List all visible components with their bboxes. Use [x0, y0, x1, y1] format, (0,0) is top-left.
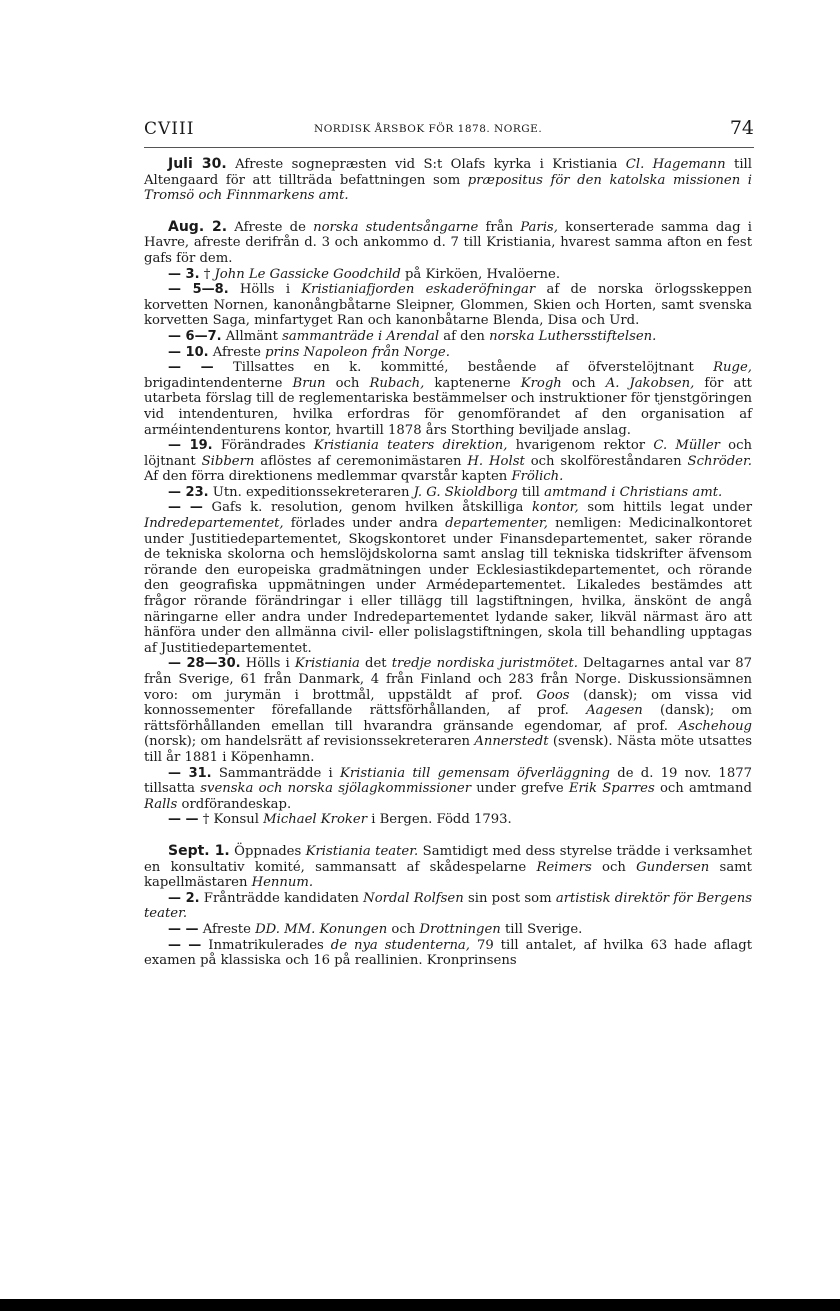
entry: Aug. 2. Afreste de norska studentsångarne från Paris, konserterade samma dag i Havre, afreste derifrån d. 3 och ankommo d. 7 till Kristiania, hvarest samma afton en fest gafs för dem.	[144, 218, 752, 266]
running-title: NORDISK ÅRSBOK FÖR 1878. NORGE.	[314, 123, 543, 135]
entry: — 10. Afreste prins Napoleon från Norge.	[168, 344, 450, 360]
running-header	[144, 117, 754, 148]
page-roman-numeral: CVIII	[144, 119, 195, 139]
entry: — — Tillsattes en k. kommitté, bestående af öfverstelöjtnant Ruge, brigadintendenterne Brun och Rubach, kaptenerne Krogh och A. Jakobsen, för att utarbeta förslag till de reglementariska bestämmelser och instruktioner för tjenstgöringen vid intendenturen, hvilka erfordras för genomförandet af den organisation af arméintendenturens kontor, hvartill 1878 års Storthing beviljade anslag.	[144, 360, 752, 438]
page-number: 74	[729, 117, 754, 139]
entry: — 19. Förändrades Kristiania teaters direktion, hvarigenom rektor C. Müller och löjtnant Sibbern aflöstes af ceremonimästaren H. Holst och skolföreståndaren Schröder. Af den förra direktionens medlemmar qvarstår kapten Frölich.	[144, 438, 753, 485]
entry: — — Inmatrikulerades de nya studenterna, 79 till antalet, af hvilka 63 hade aflagt examen på klassiska och 16 på reallinien. Kronprinsens	[144, 937, 752, 969]
body-text	[144, 157, 752, 969]
entry: Sept. 1. Öppnades Kristiania teater. Samtidigt med dess styrelse trädde i verksamhet en konsultativ komité, sammansatt af skådespelarne Reimers och Gundersen samt kapellmästaren Hennum.	[144, 842, 753, 891]
section-august	[144, 220, 752, 828]
entry: — 28—30. Hölls i Kristiania det tredje nordiska juristmötet. Deltagarnes antal var 87 från Sverige, 61 från Danmark, 4 från Finland och 283 från Norge. Diskussionsämnen voro: om jurymän i brottmål, uppstäldt af prof. Goos (dansk); om vissa vid konnossementer förefallande rättsförhållanden, af prof. Aagesen (dansk); om rättsförhållanden emellan till hvarandra gränsande egendomar, af prof. Aschehoug (norsk); om handelsrätt af revisionssekreteraren Annerstedt (svensk). Nästa möte utsattes till år 1881 i Köpenhamn.	[144, 656, 753, 765]
entry: — 23. Utn. expeditionssekreteraren J. G. Skioldborg till amtmand i Christians amt.	[168, 484, 723, 500]
entry: — 2. Frånträdde kandidaten Nordal Rolfsen sin post som artistisk direktör för Bergens teater.	[144, 890, 752, 922]
entry: — 31. Sammanträdde i Kristiania till gemensam öfverläggning de d. 19 nov. 1877 tillsatta svenska och norska sjölagkommissioner under grefve Erik Sparres och amtmand Ralls ordförandeskap.	[144, 765, 752, 812]
scan-edge-bar	[0, 1299, 840, 1311]
date-heading: Aug. 2.	[168, 218, 228, 235]
date-heading: Sept. 1.	[168, 842, 230, 859]
section-september	[144, 844, 752, 969]
entry-july-30: Juli 30. Afreste sognepræsten vid S:t Olafs kyrka i Kristiania Cl. Hagemann till Altengaard för att tillträda befattningen som præpositus för den katolska missionen i Tromsö och Finnmarkens amt.	[144, 156, 752, 204]
entry: — — Gafs k. resolution, genom hvilken åtskilliga kontor, som hittils legat under Indredepartementet, förlades under andra departementer, nemligen: Medicinalkontoret under Justitiedepartementet, Skogskontoret under Finansdepartementet, saker rörande de tekniska skolorna och hemslöjdskolorna samt anslag till tekniska tidskrifter äfvensom rörande den europeiska gradmätningen under Ecklesiastikdepartementet, och rörande den geografiska uppmätningen under Armédepartementet. Likaledes bestämdes att frågor rörande förändringar i eller tillägg till lagstiftningen, hvilka, änskönt de angå näringarne eller andra under Indredepartementet lydande saker, likväl närmast äro att hänföra under den allmänna civil- eller polislagstiftningen, skola till behandling upptagas af Justitiedepartementet.	[144, 500, 753, 656]
entry: — — † Konsul Michael Kroker i Bergen. Född 1793.	[168, 812, 512, 828]
entry: — — Afreste DD. MM. Konungen och Drottningen till Sverige.	[168, 921, 583, 937]
entry: — 5—8. Hölls i Kristianiafjorden eskaderöfningar af de norska örlogsskeppen korvetten Nornen, kanonångbåtarne Sleipner, Glommen, Skien och Horten, samt svenska korvetten Saga, minfartyget Ran och kanonbåtarne Blenda, Disa och Urd.	[144, 282, 752, 329]
entry: — 6—7. Allmänt sammanträde i Arendal af den norska Luthersstiftelsen.	[168, 328, 657, 344]
date-heading: Juli 30.	[168, 156, 227, 172]
entry: — 3. † John Le Gassicke Goodchild på Kirköen, Hvalöerne.	[168, 266, 561, 282]
